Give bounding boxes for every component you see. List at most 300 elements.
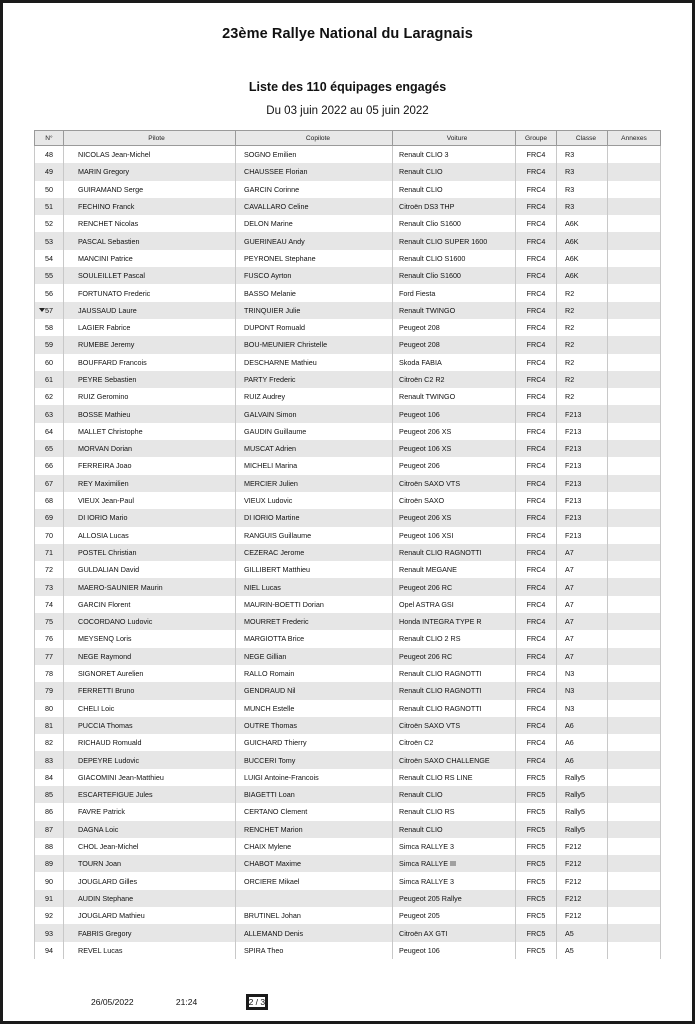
cell-voiture: Simca RALLYE III: [393, 855, 516, 872]
cell-copilote: CHAIX Mylene: [236, 838, 393, 855]
table-row: [35, 855, 661, 872]
table-row: [35, 319, 661, 336]
cell-annexes: [608, 890, 661, 907]
cell-copilote: CHABOT Maxime: [236, 855, 393, 872]
cell-groupe: FRC5: [516, 855, 557, 872]
cell-number: 81: [35, 717, 64, 734]
cell-pilote: NEGE Raymond: [64, 648, 236, 665]
cell-groupe: FRC4: [516, 319, 557, 336]
cell-number: 48: [35, 146, 64, 164]
cell-annexes: [608, 475, 661, 492]
cell-annexes: [608, 578, 661, 595]
cell-classe: A6K: [557, 215, 608, 232]
cell-voiture: Renault CLIO: [393, 821, 516, 838]
cell-annexes: [608, 509, 661, 526]
cell-number: 59: [35, 336, 64, 353]
cell-classe: F212: [557, 907, 608, 924]
cell-groupe: FRC4: [516, 700, 557, 717]
cell-pilote: BOUFFARD Francois: [64, 354, 236, 371]
column-header-number: N°: [35, 131, 64, 146]
cell-groupe: FRC4: [516, 751, 557, 768]
cell-voiture: Renault CLIO 3: [393, 146, 516, 164]
cell-classe: F212: [557, 890, 608, 907]
cell-number: 72: [35, 561, 64, 578]
table-row: [35, 492, 661, 509]
cell-groupe: FRC4: [516, 284, 557, 301]
cell-number: 94: [35, 942, 64, 959]
cell-annexes: [608, 803, 661, 820]
cell-copilote: DUPONT Romuald: [236, 319, 393, 336]
cell-number: 92: [35, 907, 64, 924]
cell-voiture: Citroën SAXO: [393, 492, 516, 509]
cell-classe: Rally5: [557, 786, 608, 803]
cell-voiture: Peugeot 106: [393, 942, 516, 959]
cell-voiture: Simca RALLYE 3: [393, 838, 516, 855]
cell-annexes: [608, 821, 661, 838]
cell-groupe: FRC5: [516, 872, 557, 889]
cell-classe: R2: [557, 319, 608, 336]
cell-annexes: [608, 769, 661, 786]
cell-voiture: Peugeot 106 XS: [393, 440, 516, 457]
table-row: [35, 803, 661, 820]
cell-number: 85: [35, 786, 64, 803]
cell-annexes: [608, 319, 661, 336]
cell-classe: A6K: [557, 250, 608, 267]
cell-annexes: [608, 423, 661, 440]
cell-copilote: BOU-MEUNIER Christelle: [236, 336, 393, 353]
cell-pilote: ESCARTEFIGUE Jules: [64, 786, 236, 803]
cell-number: 57: [35, 302, 64, 319]
cell-groupe: FRC4: [516, 648, 557, 665]
cell-copilote: BASSO Melanie: [236, 284, 393, 301]
cell-groupe: FRC4: [516, 561, 557, 578]
cell-pilote: MEYSENQ Loris: [64, 630, 236, 647]
cell-annexes: [608, 596, 661, 613]
table-body: [35, 146, 661, 959]
cell-classe: N3: [557, 700, 608, 717]
cell-copilote: RALLO Romain: [236, 665, 393, 682]
table-header: [35, 131, 661, 146]
cell-copilote: GILLIBERT Matthieu: [236, 561, 393, 578]
cell-copilote: DELON Marine: [236, 215, 393, 232]
cell-number: 51: [35, 198, 64, 215]
cell-copilote: GUICHARD Thierry: [236, 734, 393, 751]
cell-annexes: [608, 302, 661, 319]
cell-pilote: GARCIN Florent: [64, 596, 236, 613]
cell-classe: A6: [557, 751, 608, 768]
cell-pilote: AUDIN Stephane: [64, 890, 236, 907]
cell-copilote: MOURRET Frederic: [236, 613, 393, 630]
cell-pilote: BOSSE Mathieu: [64, 405, 236, 422]
table-row: [35, 198, 661, 215]
cell-pilote: DI IORIO Mario: [64, 509, 236, 526]
table-row: [35, 596, 661, 613]
cell-voiture: Citroën AX GTI: [393, 924, 516, 941]
cell-groupe: FRC4: [516, 457, 557, 474]
cell-number: 86: [35, 803, 64, 820]
cell-number: 49: [35, 163, 64, 180]
cell-pilote: SIGNORET Aurelien: [64, 665, 236, 682]
cell-annexes: [608, 163, 661, 180]
table-row: [35, 423, 661, 440]
cell-number: 76: [35, 630, 64, 647]
cell-annexes: [608, 215, 661, 232]
cell-copilote: NIEL Lucas: [236, 578, 393, 595]
cell-groupe: FRC5: [516, 924, 557, 941]
cell-groupe: FRC4: [516, 388, 557, 405]
cell-number: 89: [35, 855, 64, 872]
cell-pilote: POSTEL Christian: [64, 544, 236, 561]
cell-pilote: DEPEYRE Ludovic: [64, 751, 236, 768]
cell-number: 90: [35, 872, 64, 889]
cell-voiture: Renault MEGANE: [393, 561, 516, 578]
cell-number: 68: [35, 492, 64, 509]
cell-groupe: FRC5: [516, 786, 557, 803]
table-row: [35, 751, 661, 768]
table-row: [35, 786, 661, 803]
cell-voiture: Peugeot 206 RC: [393, 578, 516, 595]
cell-classe: R2: [557, 284, 608, 301]
cell-classe: R2: [557, 388, 608, 405]
table-row: [35, 215, 661, 232]
cell-voiture: Opel ASTRA GSI: [393, 596, 516, 613]
cell-classe: R2: [557, 302, 608, 319]
cell-pilote: GULDALIAN David: [64, 561, 236, 578]
column-header-annexes: Annexes: [608, 131, 661, 146]
cell-pilote: NICOLAS Jean-Michel: [64, 146, 236, 164]
cell-pilote: CHELI Loic: [64, 700, 236, 717]
column-header-pilote: Pilote: [64, 131, 236, 146]
cell-classe: F213: [557, 405, 608, 422]
cell-annexes: [608, 440, 661, 457]
cell-copilote: SPIRA Theo: [236, 942, 393, 959]
cell-pilote: FABRIS Gregory: [64, 924, 236, 941]
cell-pilote: GUIRAMAND Serge: [64, 181, 236, 198]
cell-annexes: [608, 405, 661, 422]
cell-voiture: Renault CLIO S1600: [393, 250, 516, 267]
cell-classe: A6: [557, 717, 608, 734]
cell-classe: F213: [557, 457, 608, 474]
cell-pilote: MORVAN Dorian: [64, 440, 236, 457]
cell-number: 55: [35, 267, 64, 284]
cell-number: 84: [35, 769, 64, 786]
cell-groupe: FRC4: [516, 682, 557, 699]
cell-copilote: FUSCO Ayrton: [236, 267, 393, 284]
cell-voiture: Citroën DS3 THP: [393, 198, 516, 215]
footer-page-number: 2 / 3: [246, 994, 269, 1010]
cell-number: 60: [35, 354, 64, 371]
cell-number: 69: [35, 509, 64, 526]
cell-classe: R3: [557, 146, 608, 164]
column-header-groupe: Groupe: [516, 131, 557, 146]
cell-groupe: FRC4: [516, 181, 557, 198]
cell-pilote: CHOL Jean-Michel: [64, 838, 236, 855]
cell-annexes: [608, 371, 661, 388]
cell-pilote: MARIN Gregory: [64, 163, 236, 180]
cell-groupe: FRC4: [516, 267, 557, 284]
cell-number: 83: [35, 751, 64, 768]
cell-voiture: Peugeot 205 Rallye: [393, 890, 516, 907]
cell-copilote: GUERINEAU Andy: [236, 232, 393, 249]
cell-groupe: FRC4: [516, 215, 557, 232]
cell-copilote: MUNCH Estelle: [236, 700, 393, 717]
cell-number: 70: [35, 527, 64, 544]
cell-annexes: [608, 700, 661, 717]
cell-pilote: MAERO-SAUNIER Maurin: [64, 578, 236, 595]
cell-classe: A7: [557, 544, 608, 561]
cell-annexes: [608, 942, 661, 959]
cell-number: 91: [35, 890, 64, 907]
cell-annexes: [608, 855, 661, 872]
cell-copilote: PEYRONEL Stephane: [236, 250, 393, 267]
cell-pilote: PEYRE Sebastien: [64, 371, 236, 388]
cell-classe: F213: [557, 475, 608, 492]
cell-pilote: JOUGLARD Gilles: [64, 872, 236, 889]
cell-voiture: Peugeot 106 XSI: [393, 527, 516, 544]
cell-voiture: Peugeot 106: [393, 405, 516, 422]
cell-copilote: MARGIOTTA Brice: [236, 630, 393, 647]
cell-voiture: Renault CLIO: [393, 163, 516, 180]
cell-groupe: FRC4: [516, 630, 557, 647]
cell-copilote: [236, 890, 393, 907]
cell-voiture: Renault CLIO RAGNOTTI: [393, 682, 516, 699]
cell-annexes: [608, 838, 661, 855]
cell-annexes: [608, 734, 661, 751]
cell-annexes: [608, 198, 661, 215]
table-row: [35, 648, 661, 665]
table-row: [35, 942, 661, 959]
cell-classe: F212: [557, 838, 608, 855]
cell-classe: F213: [557, 492, 608, 509]
cell-pilote: TOURN Joan: [64, 855, 236, 872]
cell-pilote: RICHAUD Romuald: [64, 734, 236, 751]
cell-groupe: FRC5: [516, 769, 557, 786]
cell-voiture: Peugeot 206 RC: [393, 648, 516, 665]
cell-number: 80: [35, 700, 64, 717]
cell-groupe: FRC4: [516, 440, 557, 457]
table-row: [35, 821, 661, 838]
cell-number: 61: [35, 371, 64, 388]
cell-classe: A6: [557, 734, 608, 751]
cell-groupe: FRC4: [516, 527, 557, 544]
cell-copilote: BIAGETTI Loan: [236, 786, 393, 803]
table-row: [35, 354, 661, 371]
cell-number: 74: [35, 596, 64, 613]
table-row: [35, 527, 661, 544]
cell-groupe: FRC5: [516, 907, 557, 924]
table-row: [35, 181, 661, 198]
cell-pilote: REVEL Lucas: [64, 942, 236, 959]
cell-groupe: FRC4: [516, 717, 557, 734]
table-row: [35, 872, 661, 889]
cell-copilote: DESCHARNE Mathieu: [236, 354, 393, 371]
table-row: [35, 284, 661, 301]
cell-groupe: FRC4: [516, 198, 557, 215]
cell-voiture: Renault CLIO SUPER 1600: [393, 232, 516, 249]
cell-pilote: JOUGLARD Mathieu: [64, 907, 236, 924]
cell-number: 67: [35, 475, 64, 492]
table-row: [35, 924, 661, 941]
cell-number: 65: [35, 440, 64, 457]
cell-copilote: ORCIERE Mikael: [236, 872, 393, 889]
table-row: [35, 371, 661, 388]
cell-copilote: CEZERAC Jerome: [236, 544, 393, 561]
cell-annexes: [608, 924, 661, 941]
cell-copilote: MAURIN-BOETTI Dorian: [236, 596, 393, 613]
column-header-classe: Classe: [557, 131, 608, 146]
table-row: [35, 734, 661, 751]
cell-classe: Rally5: [557, 769, 608, 786]
cell-number: 62: [35, 388, 64, 405]
table-row: [35, 475, 661, 492]
cell-pilote: DAGNA Loic: [64, 821, 236, 838]
cell-pilote: MALLET Christophe: [64, 423, 236, 440]
cell-copilote: MERCIER Julien: [236, 475, 393, 492]
cell-copilote: SOGNO Emilien: [236, 146, 393, 164]
cell-annexes: [608, 232, 661, 249]
table-row: [35, 457, 661, 474]
cell-annexes: [608, 907, 661, 924]
cell-groupe: FRC4: [516, 354, 557, 371]
cell-groupe: FRC4: [516, 371, 557, 388]
cell-voiture: Citroën C2: [393, 734, 516, 751]
cell-classe: R2: [557, 371, 608, 388]
cell-annexes: [608, 388, 661, 405]
cell-groupe: FRC4: [516, 509, 557, 526]
cell-voiture: Peugeot 206 XS: [393, 423, 516, 440]
cell-pilote: FERREIRA Joao: [64, 457, 236, 474]
cell-copilote: BRUTINEL Johan: [236, 907, 393, 924]
cell-number: 50: [35, 181, 64, 198]
cell-classe: R2: [557, 336, 608, 353]
cell-annexes: [608, 613, 661, 630]
cell-groupe: FRC4: [516, 250, 557, 267]
cell-number: 88: [35, 838, 64, 855]
cell-copilote: LUIGI Antoine-Francois: [236, 769, 393, 786]
cell-number: 73: [35, 578, 64, 595]
table-row: [35, 509, 661, 526]
cell-copilote: VIEUX Ludovic: [236, 492, 393, 509]
cell-number: 93: [35, 924, 64, 941]
cell-classe: R2: [557, 354, 608, 371]
cell-number: 78: [35, 665, 64, 682]
cell-groupe: FRC4: [516, 423, 557, 440]
table-row: [35, 769, 661, 786]
cell-copilote: CERTANO Clement: [236, 803, 393, 820]
cell-classe: A6K: [557, 232, 608, 249]
cell-annexes: [608, 284, 661, 301]
cell-groupe: FRC4: [516, 146, 557, 164]
footer-time: 21:24: [175, 997, 198, 1007]
cell-classe: F213: [557, 440, 608, 457]
cell-copilote: CHAUSSEE Florian: [236, 163, 393, 180]
table-row: [35, 405, 661, 422]
document-dates: Du 03 juin 2022 au 05 juin 2022: [266, 105, 429, 117]
table-row: [35, 163, 661, 180]
cell-copilote: RENCHET Marion: [236, 821, 393, 838]
cell-pilote: PUCCIA Thomas: [64, 717, 236, 734]
cell-voiture: Honda INTEGRA TYPE R: [393, 613, 516, 630]
cell-pilote: PASCAL Sebastien: [64, 232, 236, 249]
cell-voiture: Renault CLIO: [393, 786, 516, 803]
cell-copilote: DI IORIO Martine: [236, 509, 393, 526]
cell-voiture: Peugeot 206 XS: [393, 509, 516, 526]
cell-voiture: Renault Clio S1600: [393, 215, 516, 232]
cell-groupe: FRC4: [516, 232, 557, 249]
table-row: [35, 700, 661, 717]
cell-groupe: FRC4: [516, 405, 557, 422]
cell-annexes: [608, 457, 661, 474]
cell-classe: R3: [557, 181, 608, 198]
cell-annexes: [608, 751, 661, 768]
page-footer: [3, 997, 692, 1007]
cell-copilote: MICHELI Marina: [236, 457, 393, 474]
cell-number: 82: [35, 734, 64, 751]
cell-voiture: Peugeot 208: [393, 319, 516, 336]
table-row: [35, 717, 661, 734]
cell-voiture: Citroën SAXO VTS: [393, 475, 516, 492]
cell-pilote: ALLOSIA Lucas: [64, 527, 236, 544]
cell-voiture: Renault CLIO RAGNOTTI: [393, 544, 516, 561]
cell-annexes: [608, 872, 661, 889]
entrants-table: [34, 130, 661, 959]
cell-voiture: Skoda FABIA: [393, 354, 516, 371]
cell-number: 87: [35, 821, 64, 838]
cell-voiture: Citroën SAXO CHALLENGE: [393, 751, 516, 768]
table-row: [35, 630, 661, 647]
cell-voiture: Renault TWINGO: [393, 302, 516, 319]
cell-copilote: RUIZ Audrey: [236, 388, 393, 405]
table-row: [35, 440, 661, 457]
cell-groupe: FRC4: [516, 596, 557, 613]
cell-classe: A5: [557, 942, 608, 959]
cell-pilote: VIEUX Jean-Paul: [64, 492, 236, 509]
cell-pilote: REY Maximilien: [64, 475, 236, 492]
page-title: 23ème Rallye National du Laragnais: [222, 26, 473, 42]
cell-pilote: JAUSSAUD Laure: [64, 302, 236, 319]
cell-pilote: MANCINI Patrice: [64, 250, 236, 267]
cell-groupe: FRC5: [516, 890, 557, 907]
cell-groupe: FRC5: [516, 821, 557, 838]
cell-classe: A7: [557, 648, 608, 665]
cell-groupe: FRC4: [516, 665, 557, 682]
cell-classe: R3: [557, 198, 608, 215]
document-subtitle: Liste des 110 équipages engagés: [248, 80, 447, 94]
cell-voiture: Renault CLIO RAGNOTTI: [393, 700, 516, 717]
cell-annexes: [608, 250, 661, 267]
cell-annexes: [608, 527, 661, 544]
cell-copilote: BUCCERI Tomy: [236, 751, 393, 768]
cell-classe: A7: [557, 578, 608, 595]
cell-copilote: GAUDIN Guillaume: [236, 423, 393, 440]
column-header-voiture: Voiture: [393, 131, 516, 146]
cell-voiture: Ford Fiesta: [393, 284, 516, 301]
cell-annexes: [608, 544, 661, 561]
table-row: [35, 578, 661, 595]
cell-annexes: [608, 561, 661, 578]
cell-voiture: Citroën SAXO VTS: [393, 717, 516, 734]
cell-number: 52: [35, 215, 64, 232]
cell-classe: F212: [557, 872, 608, 889]
table-row: [35, 682, 661, 699]
table-row: [35, 388, 661, 405]
cell-annexes: [608, 146, 661, 164]
cell-pilote: RUMEBE Jeremy: [64, 336, 236, 353]
cell-classe: A7: [557, 561, 608, 578]
cell-groupe: FRC4: [516, 544, 557, 561]
table-row: [35, 544, 661, 561]
cell-annexes: [608, 354, 661, 371]
